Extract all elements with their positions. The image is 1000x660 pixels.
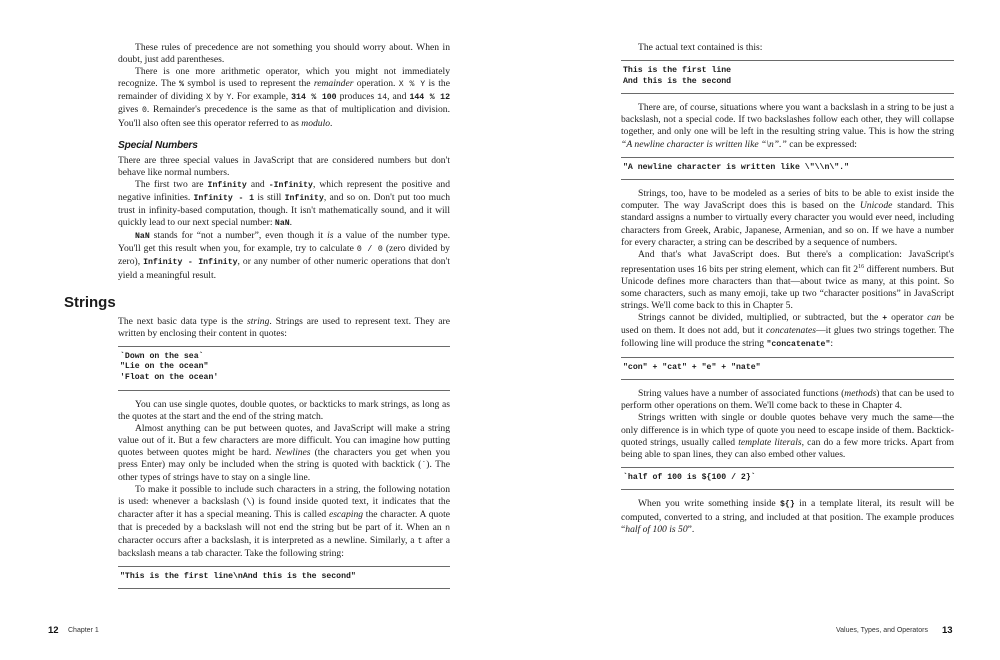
section-heading-strings: Strings bbox=[64, 294, 116, 311]
code-block: "A newline character is written like \"\\n\"." bbox=[621, 157, 954, 181]
left-column bbox=[118, 42, 450, 597]
paragraph: There are, of course, situations where you want a backslash in a string to be just a backslash, not a special code. If two backslashes follow each other, they will collapse together, and only one will be left in the resulting string value. This is how the string “A newline character is written like “\n”.” can be expressed: bbox=[621, 102, 954, 150]
code-block: This is the first line And this is the second bbox=[621, 60, 954, 94]
chapter-title-label: Values, Types, and Operators bbox=[836, 627, 928, 634]
section-heading-special-numbers: Special Numbers bbox=[118, 139, 198, 151]
chapter-label: Chapter 1 bbox=[68, 627, 99, 634]
paragraph: Strings, too, have to be modeled as a series of bits to be able to exist inside the computer. The way JavaScript does this is based on the Unicode standard. This standard assigns a number to virtually every character you would ever need, including characters from Greek, Arabic, Japanese, Armenian, and so on. If we have a number for every character, a string can be described by a sequence of numbers. bbox=[621, 188, 954, 248]
right-column bbox=[621, 42, 954, 536]
paragraph: When you write something inside ${} in a template literal, its result will be computed, converted to a string, and included at that position. The example produces “half of 100 is 50”. bbox=[621, 498, 954, 535]
paragraph: Strings written with single or double quotes behave very much the same—the only difference is in which type of quote you need to escape inside of them. Backtick-quoted strings, usually called template literals, can do a few more tricks. Apart from being able to span lines, they can also embed other values. bbox=[621, 412, 954, 460]
paragraph: There is one more arithmetic operator, which you might not immediately recognize. The % symbol is used to represent the remainder operation. X % Y is the remainder of dividing X by Y. For example, 314 % 100 produces 14, and 144 % 12 gives 0. Remainder's precedence is the same as that of multiplication and division. You'll also often see this operator referred to as modulo. bbox=[118, 66, 450, 129]
paragraph: Almost anything can be put between quotes, and JavaScript will make a string value out of it. But a few characters are more difficult. You can imagine how putting quotes between quotes might be hard. Newlines (the characters you get when you press Enter) may only be included when the string is quoted with backtick (`). The other types of strings have to stay on a single line. bbox=[118, 422, 450, 484]
paragraph: To make it possible to include such characters in a string, the following notation is used: whenever a backslash (\) is found inside quoted text, it indicates that the character after it has a special meaning. This is called escaping the character. A quote that is preceded by a backslash will not end the string but be part of it. When an n character occurs after a backslash, it is interpreted as a newline. Similarly, a t after a backslash means a tab character. Take the following string: bbox=[118, 484, 450, 559]
code-block: "con" + "cat" + "e" + "nate" bbox=[621, 357, 954, 381]
paragraph: The actual text contained is this: bbox=[638, 42, 763, 53]
page-number: 12 bbox=[48, 625, 59, 636]
paragraph: The next basic data type is the string. Strings are used to represent text. They are written by enclosing their content in quotes: bbox=[118, 315, 450, 339]
page-number: 13 bbox=[942, 625, 953, 636]
paragraph: These rules of precedence are not something you should worry about. When in doubt, just add parentheses. bbox=[118, 42, 450, 66]
paragraph: Strings cannot be divided, multiplied, or subtracted, but the + operator can be used on them. It does not add, but it concatenates—it glues two strings together. The following line will produce the string "concatenate": bbox=[621, 312, 954, 349]
paragraph: String values have a number of associated functions (methods) that can be used to perform other operations on them. We'll come back to these in Chapter 4. bbox=[621, 388, 954, 412]
code-block: "This is the first line\nAnd this is the second" bbox=[118, 566, 450, 590]
paragraph: And that's what JavaScript does. But there's a complication: JavaScript's representation uses 16 bits per string element, which can fit $2^{16}$ different numbers. But Unicode defines more characters than that—about twice as many, at this point. So some characters, such as many emoji, take up two “character positions” in JavaScript strings. We'll come back to this in Chapter 5. bbox=[621, 248, 954, 312]
paragraph: The first two are Infinity and -Infinity, which represent the positive and negative infinities. Infinity - 1 is still Infinity, and so on. Don't put too much trust in infinity-based computation, though. It isn't mathematically sound, and it will quickly lead to our next special number: NaN. bbox=[118, 178, 450, 229]
paragraph: NaN stands for “not a number”, even though it is a value of the number type. You'll get this result when you, for example, try to calculate 0 / 0 (zero divided by zero), Infinity - Infinity, or any number of other numeric operations that don't yield a meaningful result. bbox=[118, 230, 451, 281]
paragraph: There are three special values in JavaScript that are considered numbers but don't behave like normal numbers. bbox=[118, 154, 450, 178]
code-block: `Down on the sea` "Lie on the ocean" 'Float on the ocean' bbox=[118, 346, 450, 391]
code-block: `half of 100 is ${100 / 2}` bbox=[621, 467, 954, 491]
paragraph: You can use single quotes, double quotes, or backticks to mark strings, as long as the quotes at the start and the end of the string match. bbox=[118, 398, 450, 422]
